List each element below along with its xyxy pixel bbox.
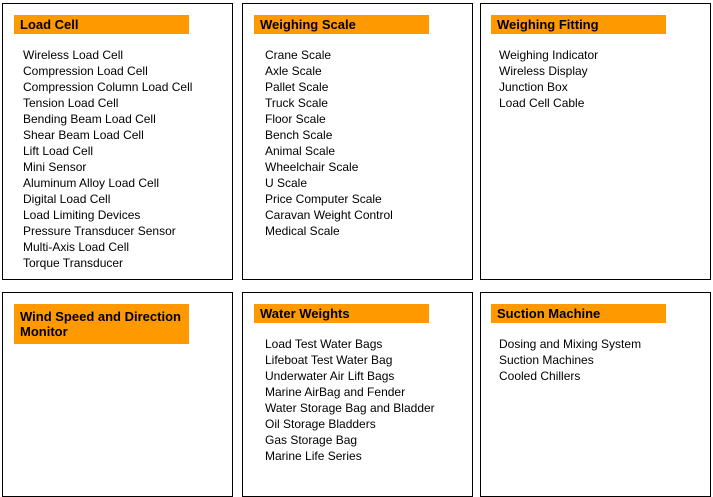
- category-title[interactable]: Weighing Fitting: [491, 15, 666, 34]
- category-item-link[interactable]: Compression Load Cell: [23, 64, 148, 78]
- category-item-link[interactable]: Tension Load Cell: [23, 96, 119, 110]
- category-title[interactable]: Weighing Scale: [254, 15, 429, 34]
- category-item-list: [23, 47, 192, 271]
- category-item: [265, 127, 393, 143]
- category-item: [265, 143, 393, 159]
- category-item: [499, 336, 641, 352]
- category-item-link[interactable]: U Scale: [265, 176, 308, 190]
- category-item: [265, 111, 393, 127]
- category-item: [265, 336, 435, 352]
- category-title[interactable]: Wind Speed and Direction Monitor: [14, 304, 189, 344]
- category-item-link[interactable]: Bending Beam Load Cell: [23, 112, 156, 126]
- category-item: [499, 47, 598, 63]
- category-item: [265, 63, 393, 79]
- category-item-link[interactable]: Marine AirBag and Fender: [265, 385, 406, 399]
- category-item: [23, 175, 192, 191]
- category-card-weighing-scale: [242, 3, 473, 280]
- category-item: [265, 191, 393, 207]
- category-item-link[interactable]: Load Test Water Bags: [265, 337, 383, 351]
- category-item-list: [265, 336, 435, 464]
- category-item: [265, 47, 393, 63]
- category-item-link[interactable]: Pallet Scale: [265, 80, 329, 94]
- category-item-list: [265, 47, 393, 239]
- category-item: [23, 63, 192, 79]
- category-item-link[interactable]: Lifeboat Test Water Bag: [265, 353, 393, 367]
- category-item-link[interactable]: Pressure Transducer Sensor: [23, 224, 176, 238]
- category-item: [265, 95, 393, 111]
- category-item-list: [499, 47, 598, 111]
- category-item: [265, 384, 435, 400]
- category-item-link[interactable]: Crane Scale: [265, 48, 332, 62]
- category-item-link[interactable]: Load Cell Cable: [499, 96, 585, 110]
- category-item: [23, 239, 192, 255]
- category-item: [23, 127, 192, 143]
- category-card-suction-machine: [480, 292, 711, 497]
- category-item-link[interactable]: Wireless Load Cell: [23, 48, 124, 62]
- category-item: [265, 159, 393, 175]
- category-item-link[interactable]: Bench Scale: [265, 128, 333, 142]
- category-item: [23, 255, 192, 271]
- category-item: [23, 47, 192, 63]
- category-item: [499, 95, 598, 111]
- category-item-link[interactable]: Caravan Weight Control: [265, 208, 393, 222]
- category-item: [499, 79, 598, 95]
- category-item-link[interactable]: Floor Scale: [265, 112, 326, 126]
- category-item: [23, 95, 192, 111]
- category-item-link[interactable]: Gas Storage Bag: [265, 433, 358, 447]
- category-item-link[interactable]: Underwater Air Lift Bags: [265, 369, 395, 383]
- category-item: [499, 352, 641, 368]
- category-item-link[interactable]: Lift Load Cell: [23, 144, 94, 158]
- category-card-wind-monitor: [2, 292, 233, 497]
- category-item: [265, 223, 393, 239]
- category-item: [265, 448, 435, 464]
- category-item: [265, 368, 435, 384]
- category-title[interactable]: Water Weights: [254, 304, 429, 323]
- category-item: [265, 175, 393, 191]
- category-card-weighing-fitting: [480, 3, 711, 280]
- category-item-link[interactable]: Dosing and Mixing System: [499, 337, 642, 351]
- category-item-link[interactable]: Mini Sensor: [23, 160, 87, 174]
- category-item-link[interactable]: Price Computer Scale: [265, 192, 382, 206]
- category-item-link[interactable]: Water Storage Bag and Bladder: [265, 401, 435, 415]
- category-item: [265, 400, 435, 416]
- category-item-link[interactable]: Digital Load Cell: [23, 192, 111, 206]
- category-item-link[interactable]: Wireless Display: [499, 64, 588, 78]
- category-item-link[interactable]: Oil Storage Bladders: [265, 417, 376, 431]
- category-card-water-weights: [242, 292, 473, 497]
- category-item: [265, 416, 435, 432]
- category-item-link[interactable]: Truck Scale: [265, 96, 328, 110]
- category-item-link[interactable]: Axle Scale: [265, 64, 322, 78]
- category-item: [265, 207, 393, 223]
- category-item-link[interactable]: Aluminum Alloy Load Cell: [23, 176, 160, 190]
- category-item-link[interactable]: Shear Beam Load Cell: [23, 128, 144, 142]
- category-item: [23, 207, 192, 223]
- category-item-link[interactable]: Torque Transducer: [23, 256, 124, 270]
- category-item-link[interactable]: Wheelchair Scale: [265, 160, 359, 174]
- category-item: [265, 352, 435, 368]
- category-item-link[interactable]: Load Limiting Devices: [23, 208, 141, 222]
- category-item-link[interactable]: Marine Life Series: [265, 449, 362, 463]
- category-item: [23, 223, 192, 239]
- category-item: [23, 143, 192, 159]
- category-item: [265, 79, 393, 95]
- category-item-link[interactable]: Weighing Indicator: [499, 48, 599, 62]
- category-item: [23, 79, 192, 95]
- category-item-link[interactable]: Multi-Axis Load Cell: [23, 240, 130, 254]
- category-item: [265, 432, 435, 448]
- category-item: [499, 368, 641, 384]
- category-item: [23, 159, 192, 175]
- category-item-link[interactable]: Cooled Chillers: [499, 369, 581, 383]
- category-item-list: [499, 336, 641, 384]
- category-item-link[interactable]: Animal Scale: [265, 144, 336, 158]
- category-item: [499, 63, 598, 79]
- category-card-load-cell: [2, 3, 233, 280]
- category-title[interactable]: Load Cell: [14, 15, 189, 34]
- category-item-link[interactable]: Compression Column Load Cell: [23, 80, 193, 94]
- category-item-link[interactable]: Junction Box: [499, 80, 568, 94]
- category-item-link[interactable]: Suction Machines: [499, 353, 594, 367]
- category-item: [23, 111, 192, 127]
- category-title[interactable]: Suction Machine: [491, 304, 666, 323]
- category-item: [23, 191, 192, 207]
- category-item-link[interactable]: Medical Scale: [265, 224, 340, 238]
